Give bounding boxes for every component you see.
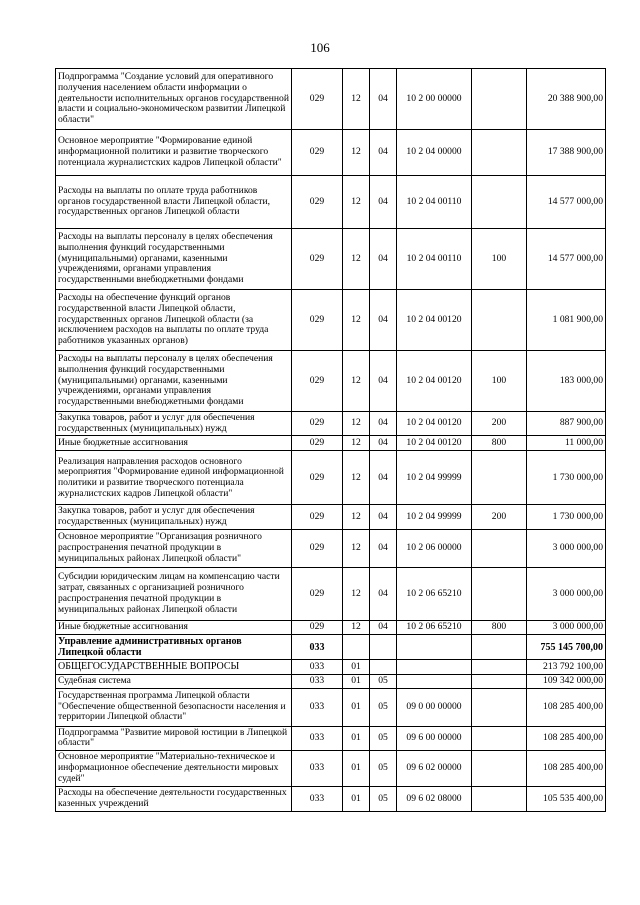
subsection-code: 04	[370, 412, 397, 436]
section-code: 12	[343, 176, 370, 229]
subsection-code: 05	[370, 726, 397, 750]
expense-type-code: 800	[472, 620, 527, 634]
amount: 1 081 900,00	[527, 290, 606, 351]
row-name: Расходы на обеспечение деятельности государственных казенных учреждений	[56, 786, 292, 811]
expense-type-code: 200	[472, 505, 527, 529]
subsection-code: 04	[370, 451, 397, 505]
table-row	[56, 529, 606, 567]
subsection-code: 04	[370, 351, 397, 412]
table-row	[56, 412, 606, 436]
table-row	[56, 351, 606, 412]
table-row	[56, 620, 606, 634]
budget-table	[55, 68, 606, 812]
row-name: Подпрограмма "Развитие мировой юстиции в Липецкой области"	[56, 726, 292, 750]
admin-code: 033	[292, 750, 343, 786]
table-row	[56, 436, 606, 451]
amount: 3 000 000,00	[527, 567, 606, 620]
admin-code: 029	[292, 290, 343, 351]
table-row	[56, 634, 606, 659]
target-code	[397, 634, 472, 659]
amount: 1 730 000,00	[527, 451, 606, 505]
subsection-code: 05	[370, 688, 397, 726]
expense-type-code	[472, 176, 527, 229]
target-code: 09 6 02 08000	[397, 786, 472, 811]
expense-type-code	[472, 290, 527, 351]
admin-code: 029	[292, 529, 343, 567]
expense-type-code	[472, 634, 527, 659]
admin-code: 033	[292, 688, 343, 726]
admin-code: 029	[292, 567, 343, 620]
amount: 1 730 000,00	[527, 505, 606, 529]
amount: 213 792 100,00	[527, 660, 606, 674]
amount: 14 577 000,00	[527, 229, 606, 290]
amount: 17 388 900,00	[527, 130, 606, 176]
target-code: 10 2 04 00120	[397, 351, 472, 412]
target-code: 10 2 04 00120	[397, 436, 472, 451]
target-code: 10 2 04 99999	[397, 451, 472, 505]
expense-type-code	[472, 726, 527, 750]
subsection-code: 04	[370, 505, 397, 529]
subsection-code: 05	[370, 750, 397, 786]
section-code: 12	[343, 229, 370, 290]
section-code: 12	[343, 567, 370, 620]
budget-table-body	[56, 69, 606, 812]
table-row	[56, 726, 606, 750]
table-row	[56, 660, 606, 674]
subsection-code	[370, 660, 397, 674]
row-name: ОБЩЕГОСУДАРСТВЕННЫЕ ВОПРОСЫ	[56, 660, 292, 674]
amount: 108 285 400,00	[527, 688, 606, 726]
target-code: 10 2 06 00000	[397, 529, 472, 567]
row-name: Иные бюджетные ассигнования	[56, 436, 292, 451]
page-number: 106	[310, 40, 330, 55]
table-row	[56, 674, 606, 688]
admin-code: 029	[292, 351, 343, 412]
row-name: Государственная программа Липецкой области "Обеспечение общественной безопасности населения и территории Липецкой области"	[56, 688, 292, 726]
table-row	[56, 130, 606, 176]
subsection-code	[370, 634, 397, 659]
target-code	[397, 660, 472, 674]
amount: 105 535 400,00	[527, 786, 606, 811]
section-code: 01	[343, 674, 370, 688]
target-code: 10 2 04 00000	[397, 130, 472, 176]
section-code: 01	[343, 786, 370, 811]
admin-code: 033	[292, 786, 343, 811]
admin-code: 029	[292, 176, 343, 229]
table-row	[56, 750, 606, 786]
table-row	[56, 290, 606, 351]
expense-type-code	[472, 688, 527, 726]
subsection-code: 04	[370, 290, 397, 351]
row-name: Реализация направления расходов основного мероприятия "Формирование единой информационной политики и развитие творческого потенциала журналистских кадров Липецкой области"	[56, 451, 292, 505]
admin-code: 033	[292, 634, 343, 659]
target-code: 10 2 06 65210	[397, 620, 472, 634]
target-code: 10 2 00 00000	[397, 69, 472, 130]
table-row	[56, 567, 606, 620]
amount: 20 388 900,00	[527, 69, 606, 130]
table-row	[56, 786, 606, 811]
row-name: Закупка товаров, работ и услуг для обеспечения государственных (муниципальных) нужд	[56, 505, 292, 529]
section-code: 12	[343, 505, 370, 529]
table-row	[56, 176, 606, 229]
row-name: Расходы на обеспечение функций органов государственной власти Липецкой области, государственных органов Липецкой области (за исключением расходов на выплаты по оплате труда работников указанных органов)	[56, 290, 292, 351]
expense-type-code: 200	[472, 412, 527, 436]
admin-code: 029	[292, 436, 343, 451]
expense-type-code	[472, 786, 527, 811]
admin-code: 029	[292, 620, 343, 634]
section-code: 12	[343, 130, 370, 176]
section-code: 12	[343, 412, 370, 436]
subsection-code: 04	[370, 229, 397, 290]
row-name: Субсидии юридическим лицам на компенсацию части затрат, связанных с организацией розничного распространения печатной продукции в муниципальных районах Липецкой области	[56, 567, 292, 620]
table-row	[56, 505, 606, 529]
expense-type-code: 100	[472, 229, 527, 290]
row-name: Подпрограмма "Создание условий для оперативного получения населением области информации о деятельности исполнительных органов государственной власти и социально-экономическом развитии Липецкой области"	[56, 69, 292, 130]
section-code: 12	[343, 529, 370, 567]
target-code	[397, 674, 472, 688]
expense-type-code	[472, 451, 527, 505]
amount: 887 900,00	[527, 412, 606, 436]
expense-type-code	[472, 674, 527, 688]
section-code: 12	[343, 290, 370, 351]
subsection-code: 04	[370, 69, 397, 130]
subsection-code: 04	[370, 176, 397, 229]
row-name: Закупка товаров, работ и услуг для обеспечения государственных (муниципальных) нужд	[56, 412, 292, 436]
target-code: 09 0 00 00000	[397, 688, 472, 726]
target-code: 10 2 04 00120	[397, 412, 472, 436]
amount: 108 285 400,00	[527, 726, 606, 750]
amount: 108 285 400,00	[527, 750, 606, 786]
expense-type-code	[472, 750, 527, 786]
section-code: 01	[343, 726, 370, 750]
row-name: Управление административных органов Липецкой области	[56, 634, 292, 659]
table-row	[56, 451, 606, 505]
amount: 183 000,00	[527, 351, 606, 412]
section-code	[343, 634, 370, 659]
row-name: Основное мероприятие "Формирование единой информационной политики и развитие творческого потенциала журналистских кадров Липецкой области"	[56, 130, 292, 176]
amount: 109 342 000,00	[527, 674, 606, 688]
admin-code: 029	[292, 229, 343, 290]
section-code: 12	[343, 620, 370, 634]
row-name: Судебная система	[56, 674, 292, 688]
admin-code: 033	[292, 674, 343, 688]
subsection-code: 04	[370, 130, 397, 176]
admin-code: 033	[292, 726, 343, 750]
target-code: 10 2 04 00110	[397, 229, 472, 290]
subsection-code: 04	[370, 436, 397, 451]
target-code: 10 2 04 00120	[397, 290, 472, 351]
target-code: 10 2 04 99999	[397, 505, 472, 529]
amount: 3 000 000,00	[527, 529, 606, 567]
section-code: 01	[343, 688, 370, 726]
table-row	[56, 229, 606, 290]
target-code: 10 2 04 00110	[397, 176, 472, 229]
subsection-code: 04	[370, 529, 397, 567]
subsection-code: 05	[370, 786, 397, 811]
expense-type-code	[472, 69, 527, 130]
amount: 11 000,00	[527, 436, 606, 451]
section-code: 12	[343, 451, 370, 505]
admin-code: 033	[292, 660, 343, 674]
admin-code: 029	[292, 412, 343, 436]
expense-type-code: 100	[472, 351, 527, 412]
subsection-code: 05	[370, 674, 397, 688]
section-code: 12	[343, 436, 370, 451]
expense-type-code	[472, 567, 527, 620]
row-name: Расходы на выплаты по оплате труда работников органов государственной власти Липецкой области, государственных органов Липецкой области	[56, 176, 292, 229]
admin-code: 029	[292, 69, 343, 130]
target-code: 09 6 00 00000	[397, 726, 472, 750]
amount: 3 000 000,00	[527, 620, 606, 634]
table-row	[56, 69, 606, 130]
section-code: 12	[343, 351, 370, 412]
admin-code: 029	[292, 505, 343, 529]
section-code: 12	[343, 69, 370, 130]
row-name: Расходы на выплаты персоналу в целях обеспечения выполнения функций государственными (муниципальными) органами, казенными учреждениями, органами управления государственными внебюджетными фондами	[56, 351, 292, 412]
admin-code: 029	[292, 130, 343, 176]
section-code: 01	[343, 660, 370, 674]
expense-type-code	[472, 660, 527, 674]
target-code: 10 2 06 65210	[397, 567, 472, 620]
subsection-code: 04	[370, 567, 397, 620]
row-name: Основное мероприятие "Материально-техническое и информационное обеспечение деятельности мировых судей"	[56, 750, 292, 786]
subsection-code: 04	[370, 620, 397, 634]
row-name: Основное мероприятие "Организация розничного распространения печатной продукции в муниципальных районах Липецкой области"	[56, 529, 292, 567]
expense-type-code	[472, 130, 527, 176]
table-row	[56, 688, 606, 726]
expense-type-code	[472, 529, 527, 567]
amount: 14 577 000,00	[527, 176, 606, 229]
row-name: Иные бюджетные ассигнования	[56, 620, 292, 634]
row-name: Расходы на выплаты персоналу в целях обеспечения выполнения функций государственными (муниципальными) органами, казенными учреждениями, органами управления государственными внебюджетными фондами	[56, 229, 292, 290]
target-code: 09 6 02 00000	[397, 750, 472, 786]
admin-code: 029	[292, 451, 343, 505]
expense-type-code: 800	[472, 436, 527, 451]
amount: 755 145 700,00	[527, 634, 606, 659]
section-code: 01	[343, 750, 370, 786]
